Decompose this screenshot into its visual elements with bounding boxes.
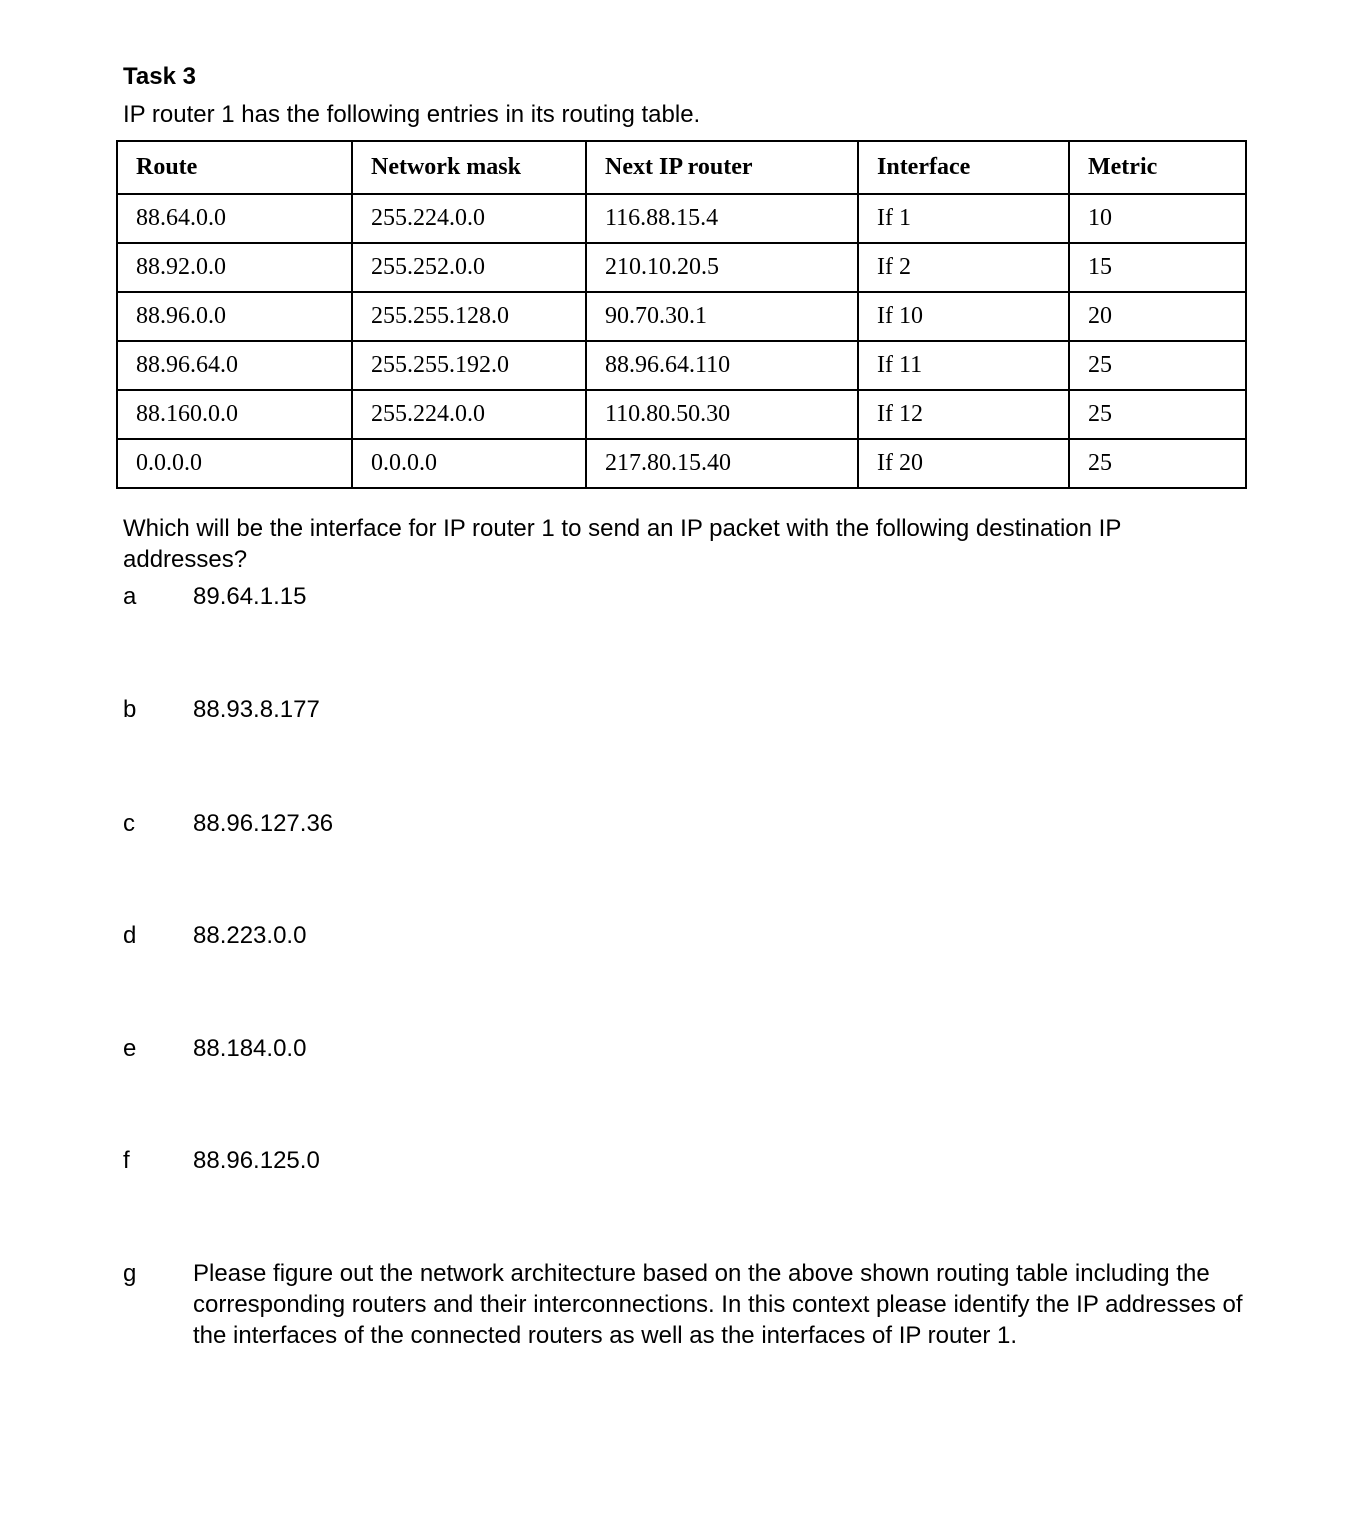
cell-next-ip-router: 116.88.15.4: [586, 194, 858, 243]
item-address: 88.223.0.0: [193, 922, 307, 949]
table-row: [117, 243, 1246, 292]
table-row: [117, 194, 1246, 243]
cell-interface: If 11: [858, 341, 1069, 390]
header-next-ip-router: Next IP router: [586, 141, 858, 194]
item-task-description: Please figure out the network architecture based on the above shown routing table including the corresponding routers and their interconnections. In this context please identify the IP addresses of the interfaces of the connected routers as well as the interfaces of IP router 1.: [193, 1260, 1243, 1349]
cell-metric: 20: [1069, 292, 1246, 341]
item-letter: f: [123, 1147, 130, 1174]
cell-interface: If 20: [858, 439, 1069, 488]
table-header-row: [117, 141, 1246, 194]
task-intro: IP router 1 has the following entries in its routing table.: [123, 101, 701, 128]
cell-network-mask: 0.0.0.0: [352, 439, 586, 488]
item-address: 89.64.1.15: [193, 583, 307, 610]
cell-route: 88.96.0.0: [117, 292, 352, 341]
item-letter: g: [123, 1260, 137, 1287]
header-route: Route: [117, 141, 352, 194]
cell-next-ip-router: 88.96.64.110: [586, 341, 858, 390]
cell-metric: 10: [1069, 194, 1246, 243]
cell-route: 88.96.64.0: [117, 341, 352, 390]
header-interface: Interface: [858, 141, 1069, 194]
cell-route: 0.0.0.0: [117, 439, 352, 488]
cell-interface: If 2: [858, 243, 1069, 292]
table-row: [117, 439, 1246, 488]
cell-network-mask: 255.252.0.0: [352, 243, 586, 292]
item-letter: a: [123, 583, 137, 610]
item-address: 88.184.0.0: [193, 1035, 307, 1062]
cell-next-ip-router: 90.70.30.1: [586, 292, 858, 341]
item-address: 88.93.8.177: [193, 696, 320, 723]
item-address: 88.96.127.36: [193, 810, 334, 837]
task-title: Task 3: [123, 63, 196, 90]
cell-interface: If 12: [858, 390, 1069, 439]
cell-network-mask: 255.224.0.0: [352, 390, 586, 439]
item-address: 88.96.125.0: [193, 1147, 320, 1174]
cell-metric: 15: [1069, 243, 1246, 292]
cell-route: 88.92.0.0: [117, 243, 352, 292]
cell-route: 88.160.0.0: [117, 390, 352, 439]
header-network-mask: Network mask: [352, 141, 586, 194]
cell-network-mask: 255.255.128.0: [352, 292, 586, 341]
question-text: Which will be the interface for IP router 1 to send an IP packet with the following destination IP addresses?: [123, 515, 1121, 573]
header-metric: Metric: [1069, 141, 1246, 194]
cell-next-ip-router: 110.80.50.30: [586, 390, 858, 439]
cell-next-ip-router: 217.80.15.40: [586, 439, 858, 488]
cell-metric: 25: [1069, 439, 1246, 488]
item-letter: d: [123, 922, 137, 949]
cell-metric: 25: [1069, 390, 1246, 439]
cell-next-ip-router: 210.10.20.5: [586, 243, 858, 292]
table-row: [117, 390, 1246, 439]
item-letter: b: [123, 696, 137, 723]
cell-interface: If 10: [858, 292, 1069, 341]
item-letter: e: [123, 1035, 137, 1062]
cell-network-mask: 255.224.0.0: [352, 194, 586, 243]
table-row: [117, 341, 1246, 390]
table-row: [117, 292, 1246, 341]
cell-route: 88.64.0.0: [117, 194, 352, 243]
cell-metric: 25: [1069, 341, 1246, 390]
item-letter: c: [123, 810, 135, 837]
routing-table: [116, 140, 1247, 489]
cell-network-mask: 255.255.192.0: [352, 341, 586, 390]
cell-interface: If 1: [858, 194, 1069, 243]
